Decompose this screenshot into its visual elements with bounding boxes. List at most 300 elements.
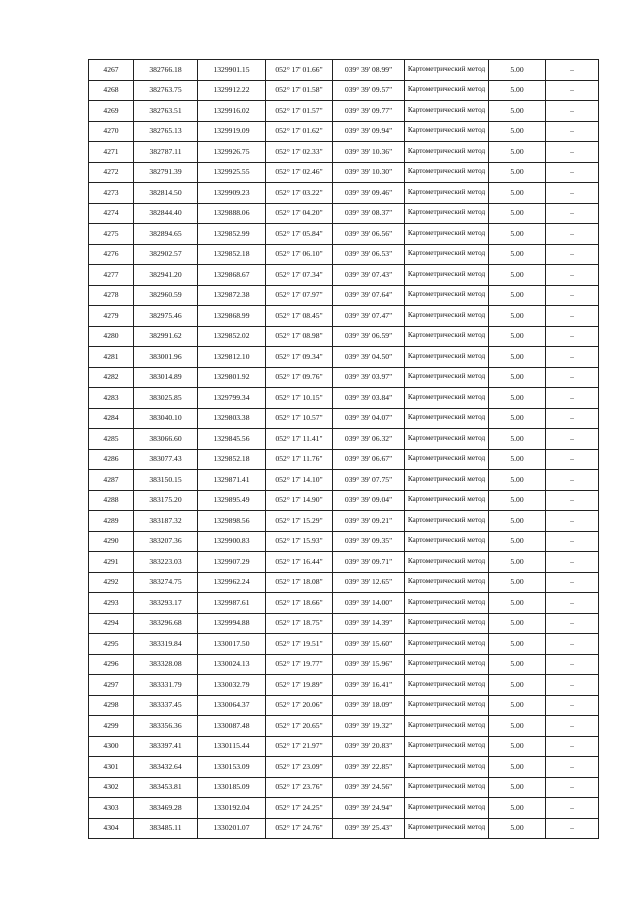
table-row: [89, 265, 599, 286]
table-row: [89, 572, 599, 593]
table-row: [89, 224, 599, 245]
note-cell: –: [546, 408, 599, 429]
longitude-cell: 039° 39' 18.09": [333, 695, 405, 716]
point-number-cell: 4292: [89, 572, 134, 593]
x-coordinate-cell: 383485.11: [134, 818, 198, 839]
accuracy-cell: 5.00: [489, 408, 546, 429]
latitude-cell: 052° 17' 03.22": [266, 183, 333, 204]
note-cell: –: [546, 224, 599, 245]
accuracy-cell: 5.00: [489, 634, 546, 655]
method-cell: Картометрический метод: [405, 490, 489, 511]
accuracy-cell: 5.00: [489, 306, 546, 327]
table-row: [89, 736, 599, 757]
method-cell: Картометрический метод: [405, 675, 489, 696]
latitude-cell: 052° 17' 01.58": [266, 80, 333, 101]
longitude-cell: 039° 39' 03.97": [333, 367, 405, 388]
table-row: [89, 142, 599, 163]
x-coordinate-cell: 383432.64: [134, 757, 198, 778]
longitude-cell: 039° 39' 03.84": [333, 388, 405, 409]
method-cell: Картометрический метод: [405, 80, 489, 101]
longitude-cell: 039° 39' 19.32": [333, 716, 405, 737]
latitude-cell: 052° 17' 10.57": [266, 408, 333, 429]
latitude-cell: 052° 17' 08.45": [266, 306, 333, 327]
point-number-cell: 4280: [89, 326, 134, 347]
latitude-cell: 052° 17' 09.34": [266, 347, 333, 368]
point-number-cell: 4270: [89, 121, 134, 142]
x-coordinate-cell: 382766.18: [134, 60, 198, 81]
note-cell: –: [546, 490, 599, 511]
point-number-cell: 4281: [89, 347, 134, 368]
note-cell: –: [546, 593, 599, 614]
note-cell: –: [546, 80, 599, 101]
y-coordinate-cell: 1329987.61: [198, 593, 266, 614]
method-cell: Картометрический метод: [405, 285, 489, 306]
note-cell: –: [546, 367, 599, 388]
method-cell: Картометрический метод: [405, 121, 489, 142]
method-cell: Картометрический метод: [405, 572, 489, 593]
y-coordinate-cell: 1329852.02: [198, 326, 266, 347]
latitude-cell: 052° 17' 02.46": [266, 162, 333, 183]
latitude-cell: 052° 17' 24.25": [266, 798, 333, 819]
method-cell: Картометрический метод: [405, 101, 489, 122]
method-cell: Картометрический метод: [405, 695, 489, 716]
note-cell: –: [546, 511, 599, 532]
x-coordinate-cell: 382902.57: [134, 244, 198, 265]
x-coordinate-cell: 383040.10: [134, 408, 198, 429]
longitude-cell: 039° 39' 24.56": [333, 777, 405, 798]
point-number-cell: 4304: [89, 818, 134, 839]
accuracy-cell: 5.00: [489, 818, 546, 839]
latitude-cell: 052° 17' 06.10": [266, 244, 333, 265]
latitude-cell: 052° 17' 19.51": [266, 634, 333, 655]
y-coordinate-cell: 1330064.37: [198, 695, 266, 716]
latitude-cell: 052° 17' 21.97": [266, 736, 333, 757]
accuracy-cell: 5.00: [489, 265, 546, 286]
table-row: [89, 203, 599, 224]
point-number-cell: 4282: [89, 367, 134, 388]
accuracy-cell: 5.00: [489, 736, 546, 757]
y-coordinate-cell: 1329812.10: [198, 347, 266, 368]
table-row: [89, 757, 599, 778]
y-coordinate-cell: 1329895.49: [198, 490, 266, 511]
point-number-cell: 4296: [89, 654, 134, 675]
note-cell: –: [546, 244, 599, 265]
x-coordinate-cell: 382814.50: [134, 183, 198, 204]
point-number-cell: 4298: [89, 695, 134, 716]
note-cell: –: [546, 572, 599, 593]
table-row: [89, 511, 599, 532]
accuracy-cell: 5.00: [489, 121, 546, 142]
note-cell: –: [546, 285, 599, 306]
accuracy-cell: 5.00: [489, 347, 546, 368]
accuracy-cell: 5.00: [489, 470, 546, 491]
latitude-cell: 052° 17' 19.89": [266, 675, 333, 696]
x-coordinate-cell: 382791.39: [134, 162, 198, 183]
longitude-cell: 039° 39' 24.94": [333, 798, 405, 819]
accuracy-cell: 5.00: [489, 429, 546, 450]
x-coordinate-cell: 383356.36: [134, 716, 198, 737]
accuracy-cell: 5.00: [489, 798, 546, 819]
point-number-cell: 4299: [89, 716, 134, 737]
accuracy-cell: 5.00: [489, 777, 546, 798]
longitude-cell: 039° 39' 07.47": [333, 306, 405, 327]
longitude-cell: 039° 39' 09.21": [333, 511, 405, 532]
note-cell: –: [546, 449, 599, 470]
longitude-cell: 039° 39' 04.07": [333, 408, 405, 429]
x-coordinate-cell: 383469.28: [134, 798, 198, 819]
x-coordinate-cell: 383328.08: [134, 654, 198, 675]
accuracy-cell: 5.00: [489, 162, 546, 183]
x-coordinate-cell: 383066.60: [134, 429, 198, 450]
point-number-cell: 4293: [89, 593, 134, 614]
longitude-cell: 039° 39' 15.60": [333, 634, 405, 655]
y-coordinate-cell: 1329900.83: [198, 531, 266, 552]
y-coordinate-cell: 1329909.23: [198, 183, 266, 204]
note-cell: –: [546, 654, 599, 675]
latitude-cell: 052° 17' 24.76": [266, 818, 333, 839]
longitude-cell: 039° 39' 07.75": [333, 470, 405, 491]
method-cell: Картометрический метод: [405, 818, 489, 839]
x-coordinate-cell: 383187.32: [134, 511, 198, 532]
x-coordinate-cell: 383293.17: [134, 593, 198, 614]
longitude-cell: 039° 39' 04.50": [333, 347, 405, 368]
point-number-cell: 4302: [89, 777, 134, 798]
accuracy-cell: 5.00: [489, 285, 546, 306]
accuracy-cell: 5.00: [489, 675, 546, 696]
method-cell: Картометрический метод: [405, 183, 489, 204]
accuracy-cell: 5.00: [489, 60, 546, 81]
point-number-cell: 4287: [89, 470, 134, 491]
table-row: [89, 121, 599, 142]
table-row: [89, 593, 599, 614]
latitude-cell: 052° 17' 07.34": [266, 265, 333, 286]
note-cell: –: [546, 531, 599, 552]
method-cell: Картометрический метод: [405, 306, 489, 327]
latitude-cell: 052° 17' 01.66": [266, 60, 333, 81]
x-coordinate-cell: 383296.68: [134, 613, 198, 634]
latitude-cell: 052° 17' 18.08": [266, 572, 333, 593]
accuracy-cell: 5.00: [489, 552, 546, 573]
point-number-cell: 4303: [89, 798, 134, 819]
y-coordinate-cell: 1330087.48: [198, 716, 266, 737]
x-coordinate-cell: 383150.15: [134, 470, 198, 491]
latitude-cell: 052° 17' 18.75": [266, 613, 333, 634]
point-number-cell: 4295: [89, 634, 134, 655]
y-coordinate-cell: 1329919.09: [198, 121, 266, 142]
accuracy-cell: 5.00: [489, 224, 546, 245]
y-coordinate-cell: 1330017.50: [198, 634, 266, 655]
latitude-cell: 052° 17' 05.84": [266, 224, 333, 245]
latitude-cell: 052° 17' 01.62": [266, 121, 333, 142]
table-row: [89, 326, 599, 347]
accuracy-cell: 5.00: [489, 203, 546, 224]
x-coordinate-cell: 382765.13: [134, 121, 198, 142]
latitude-cell: 052° 17' 11.41": [266, 429, 333, 450]
table-row: [89, 613, 599, 634]
method-cell: Картометрический метод: [405, 224, 489, 245]
y-coordinate-cell: 1329872.38: [198, 285, 266, 306]
table-row: [89, 490, 599, 511]
method-cell: Картометрический метод: [405, 347, 489, 368]
x-coordinate-cell: 382991.62: [134, 326, 198, 347]
y-coordinate-cell: 1329912.22: [198, 80, 266, 101]
point-number-cell: 4283: [89, 388, 134, 409]
table-row: [89, 408, 599, 429]
y-coordinate-cell: 1329907.29: [198, 552, 266, 573]
accuracy-cell: 5.00: [489, 244, 546, 265]
x-coordinate-cell: 382787.11: [134, 142, 198, 163]
point-number-cell: 4286: [89, 449, 134, 470]
table-row: [89, 429, 599, 450]
point-number-cell: 4276: [89, 244, 134, 265]
table-row: [89, 367, 599, 388]
accuracy-cell: 5.00: [489, 449, 546, 470]
accuracy-cell: 5.00: [489, 80, 546, 101]
latitude-cell: 052° 17' 16.44": [266, 552, 333, 573]
longitude-cell: 039° 39' 08.37": [333, 203, 405, 224]
table-row: [89, 798, 599, 819]
y-coordinate-cell: 1330201.07: [198, 818, 266, 839]
x-coordinate-cell: 382763.51: [134, 101, 198, 122]
note-cell: –: [546, 552, 599, 573]
note-cell: –: [546, 121, 599, 142]
table-row: [89, 183, 599, 204]
method-cell: Картометрический метод: [405, 634, 489, 655]
method-cell: Картометрический метод: [405, 60, 489, 81]
note-cell: –: [546, 675, 599, 696]
longitude-cell: 039° 39' 06.59": [333, 326, 405, 347]
longitude-cell: 039° 39' 07.43": [333, 265, 405, 286]
method-cell: Картометрический метод: [405, 142, 489, 163]
longitude-cell: 039° 39' 06.67": [333, 449, 405, 470]
point-number-cell: 4290: [89, 531, 134, 552]
latitude-cell: 052° 17' 09.76": [266, 367, 333, 388]
note-cell: –: [546, 736, 599, 757]
method-cell: Картометрический метод: [405, 511, 489, 532]
table-row: [89, 101, 599, 122]
accuracy-cell: 5.00: [489, 511, 546, 532]
note-cell: –: [546, 142, 599, 163]
accuracy-cell: 5.00: [489, 531, 546, 552]
y-coordinate-cell: 1329803.38: [198, 408, 266, 429]
latitude-cell: 052° 17' 01.57": [266, 101, 333, 122]
note-cell: –: [546, 634, 599, 655]
method-cell: Картометрический метод: [405, 326, 489, 347]
longitude-cell: 039° 39' 09.35": [333, 531, 405, 552]
y-coordinate-cell: 1329868.67: [198, 265, 266, 286]
table-row: [89, 552, 599, 573]
longitude-cell: 039° 39' 14.00": [333, 593, 405, 614]
accuracy-cell: 5.00: [489, 101, 546, 122]
longitude-cell: 039° 39' 15.96": [333, 654, 405, 675]
latitude-cell: 052° 17' 08.98": [266, 326, 333, 347]
method-cell: Картометрический метод: [405, 203, 489, 224]
table-row: [89, 388, 599, 409]
point-number-cell: 4284: [89, 408, 134, 429]
longitude-cell: 039° 39' 09.46": [333, 183, 405, 204]
longitude-cell: 039° 39' 09.94": [333, 121, 405, 142]
table-row: [89, 162, 599, 183]
y-coordinate-cell: 1330032.79: [198, 675, 266, 696]
table-row: [89, 347, 599, 368]
note-cell: –: [546, 777, 599, 798]
y-coordinate-cell: 1329926.75: [198, 142, 266, 163]
document-page: [88, 59, 598, 839]
accuracy-cell: 5.00: [489, 367, 546, 388]
y-coordinate-cell: 1329801.92: [198, 367, 266, 388]
y-coordinate-cell: 1329852.99: [198, 224, 266, 245]
longitude-cell: 039° 39' 10.30": [333, 162, 405, 183]
latitude-cell: 052° 17' 20.06": [266, 695, 333, 716]
method-cell: Картометрический метод: [405, 798, 489, 819]
longitude-cell: 039° 39' 09.04": [333, 490, 405, 511]
accuracy-cell: 5.00: [489, 654, 546, 675]
note-cell: –: [546, 60, 599, 81]
method-cell: Картометрический метод: [405, 162, 489, 183]
note-cell: –: [546, 818, 599, 839]
longitude-cell: 039° 39' 06.53": [333, 244, 405, 265]
latitude-cell: 052° 17' 20.65": [266, 716, 333, 737]
note-cell: –: [546, 162, 599, 183]
method-cell: Картометрический метод: [405, 429, 489, 450]
method-cell: Картометрический метод: [405, 531, 489, 552]
y-coordinate-cell: 1329962.24: [198, 572, 266, 593]
coordinates-table: [88, 59, 599, 839]
x-coordinate-cell: 383337.45: [134, 695, 198, 716]
x-coordinate-cell: 383001.96: [134, 347, 198, 368]
y-coordinate-cell: 1329852.18: [198, 244, 266, 265]
point-number-cell: 4275: [89, 224, 134, 245]
longitude-cell: 039° 39' 06.56": [333, 224, 405, 245]
table-row: [89, 818, 599, 839]
x-coordinate-cell: 383025.85: [134, 388, 198, 409]
longitude-cell: 039° 39' 12.65": [333, 572, 405, 593]
x-coordinate-cell: 383331.79: [134, 675, 198, 696]
x-coordinate-cell: 382960.59: [134, 285, 198, 306]
y-coordinate-cell: 1330024.13: [198, 654, 266, 675]
y-coordinate-cell: 1329799.34: [198, 388, 266, 409]
method-cell: Картометрический метод: [405, 388, 489, 409]
x-coordinate-cell: 382894.65: [134, 224, 198, 245]
note-cell: –: [546, 203, 599, 224]
longitude-cell: 039° 39' 22.85": [333, 757, 405, 778]
latitude-cell: 052° 17' 11.76": [266, 449, 333, 470]
x-coordinate-cell: 383207.36: [134, 531, 198, 552]
point-number-cell: 4273: [89, 183, 134, 204]
method-cell: Картометрический метод: [405, 265, 489, 286]
method-cell: Картометрический метод: [405, 552, 489, 573]
method-cell: Картометрический метод: [405, 654, 489, 675]
accuracy-cell: 5.00: [489, 490, 546, 511]
accuracy-cell: 5.00: [489, 183, 546, 204]
table-row: [89, 60, 599, 81]
point-number-cell: 4269: [89, 101, 134, 122]
latitude-cell: 052° 17' 07.97": [266, 285, 333, 306]
point-number-cell: 4277: [89, 265, 134, 286]
latitude-cell: 052° 17' 14.90": [266, 490, 333, 511]
x-coordinate-cell: 382844.40: [134, 203, 198, 224]
longitude-cell: 039° 39' 06.32": [333, 429, 405, 450]
latitude-cell: 052° 17' 14.10": [266, 470, 333, 491]
y-coordinate-cell: 1330115.44: [198, 736, 266, 757]
table-row: [89, 470, 599, 491]
y-coordinate-cell: 1329994.88: [198, 613, 266, 634]
method-cell: Картометрический метод: [405, 613, 489, 634]
x-coordinate-cell: 382975.46: [134, 306, 198, 327]
point-number-cell: 4300: [89, 736, 134, 757]
latitude-cell: 052° 17' 19.77": [266, 654, 333, 675]
accuracy-cell: 5.00: [489, 716, 546, 737]
x-coordinate-cell: 383274.75: [134, 572, 198, 593]
note-cell: –: [546, 695, 599, 716]
table-row: [89, 634, 599, 655]
accuracy-cell: 5.00: [489, 388, 546, 409]
x-coordinate-cell: 383077.43: [134, 449, 198, 470]
accuracy-cell: 5.00: [489, 572, 546, 593]
longitude-cell: 039° 39' 14.39": [333, 613, 405, 634]
longitude-cell: 039° 39' 16.41": [333, 675, 405, 696]
x-coordinate-cell: 383175.20: [134, 490, 198, 511]
point-number-cell: 4274: [89, 203, 134, 224]
accuracy-cell: 5.00: [489, 757, 546, 778]
x-coordinate-cell: 382941.20: [134, 265, 198, 286]
note-cell: –: [546, 101, 599, 122]
table-row: [89, 777, 599, 798]
table-row: [89, 285, 599, 306]
y-coordinate-cell: 1329852.18: [198, 449, 266, 470]
latitude-cell: 052° 17' 15.29": [266, 511, 333, 532]
x-coordinate-cell: 383453.81: [134, 777, 198, 798]
point-number-cell: 4272: [89, 162, 134, 183]
point-number-cell: 4268: [89, 80, 134, 101]
note-cell: –: [546, 613, 599, 634]
point-number-cell: 4301: [89, 757, 134, 778]
note-cell: –: [546, 429, 599, 450]
method-cell: Картометрический метод: [405, 593, 489, 614]
method-cell: Картометрический метод: [405, 244, 489, 265]
longitude-cell: 039° 39' 09.71": [333, 552, 405, 573]
method-cell: Картометрический метод: [405, 449, 489, 470]
x-coordinate-cell: 383397.41: [134, 736, 198, 757]
latitude-cell: 052° 17' 02.33": [266, 142, 333, 163]
longitude-cell: 039° 39' 10.36": [333, 142, 405, 163]
x-coordinate-cell: 383014.89: [134, 367, 198, 388]
table-row: [89, 531, 599, 552]
latitude-cell: 052° 17' 23.09": [266, 757, 333, 778]
longitude-cell: 039° 39' 09.57": [333, 80, 405, 101]
latitude-cell: 052° 17' 18.66": [266, 593, 333, 614]
point-number-cell: 4291: [89, 552, 134, 573]
y-coordinate-cell: 1329845.56: [198, 429, 266, 450]
note-cell: –: [546, 347, 599, 368]
point-number-cell: 4288: [89, 490, 134, 511]
point-number-cell: 4279: [89, 306, 134, 327]
longitude-cell: 039° 39' 07.64": [333, 285, 405, 306]
accuracy-cell: 5.00: [489, 695, 546, 716]
note-cell: –: [546, 757, 599, 778]
point-number-cell: 4278: [89, 285, 134, 306]
x-coordinate-cell: 383319.84: [134, 634, 198, 655]
method-cell: Картометрический метод: [405, 470, 489, 491]
note-cell: –: [546, 470, 599, 491]
x-coordinate-cell: 382763.75: [134, 80, 198, 101]
table-row: [89, 449, 599, 470]
y-coordinate-cell: 1329916.02: [198, 101, 266, 122]
longitude-cell: 039° 39' 25.43": [333, 818, 405, 839]
longitude-cell: 039° 39' 20.83": [333, 736, 405, 757]
method-cell: Картометрический метод: [405, 736, 489, 757]
method-cell: Картометрический метод: [405, 408, 489, 429]
